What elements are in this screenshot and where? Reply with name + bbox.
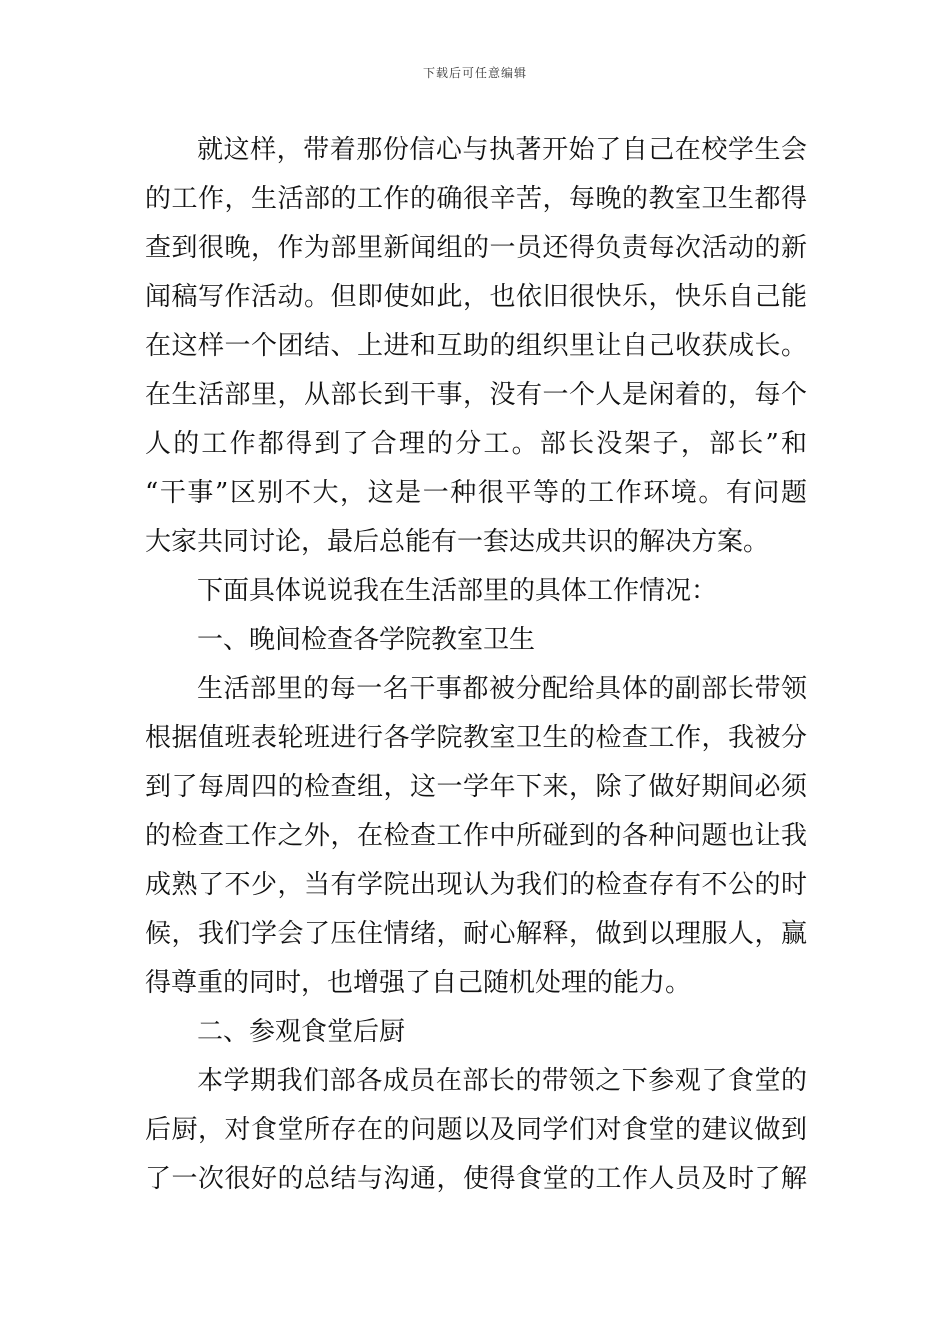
paragraph-line: 后厨，对食堂所存在的问题以及同学们对食堂的建议做到 [145,1115,807,1145]
header-note: 下载后可任意编辑 [422,66,527,80]
paragraph-line: 本学期我们部各成员在部长的带领之下参观了食堂的 [197,1066,807,1096]
paragraph-line: 在生活部里，从部长到干事，没有一个人是闲着的，每个 [145,380,807,410]
paragraph-line: 大家共同讨论，最后总能有一套达成共识的解决方案。 [145,527,770,557]
paragraph-line: 候，我们学会了压住情绪，耐心解释，做到以理服人，赢 [145,919,807,949]
paragraph-line: 闻稿写作活动。但即使如此，也依旧很快乐，快乐自己能 [145,282,807,312]
section-heading: 一、晚间检查各学院教室卫生 [197,625,536,655]
paragraph-line: 就这样，带着那份信心与执著开始了自己在校学生会 [197,135,807,165]
paragraph-line: 在这样一个团结、上进和互助的组织里让自己收获成长。 [145,331,807,361]
paragraph-line: 生活部里的每一名干事都被分配给具体的副部长带领 [197,674,807,704]
paragraph-line: “干事”区别不大，这是一种很平等的工作环境。有问题 [145,478,807,508]
paragraph-line: 人的工作都得到了合理的分工。部长没架子，部长”和 [145,429,807,459]
paragraph-line: 查到很晚，作为部里新闻组的一员还得负责每次活动的新 [145,233,807,263]
paragraph-line: 得尊重的同时，也增强了自己随机处理的能力。 [145,968,692,998]
paragraph-line: 了一次很好的总结与沟通，使得食堂的工作人员及时了解 [145,1164,807,1194]
body-text [145,126,807,1204]
paragraph-line: 下面具体说说我在生活部里的具体工作情况： [197,576,718,606]
paragraph-line: 成熟了不少，当有学院出现认为我们的检查存有不公的时 [145,870,807,900]
paragraph-line: 的工作，生活部的工作的确很辛苦，每晚的教室卫生都得 [145,184,807,214]
paragraph-line: 根据值班表轮班进行各学院教室卫生的检查工作，我被分 [145,723,807,753]
paragraph-line: 到了每周四的检查组，这一学年下来，除了做好期间必须 [145,772,807,802]
section-heading: 二、参观食堂后厨 [197,1017,406,1047]
paragraph-line: 的检查工作之外，在检查工作中所碰到的各种问题也让我 [145,821,807,851]
